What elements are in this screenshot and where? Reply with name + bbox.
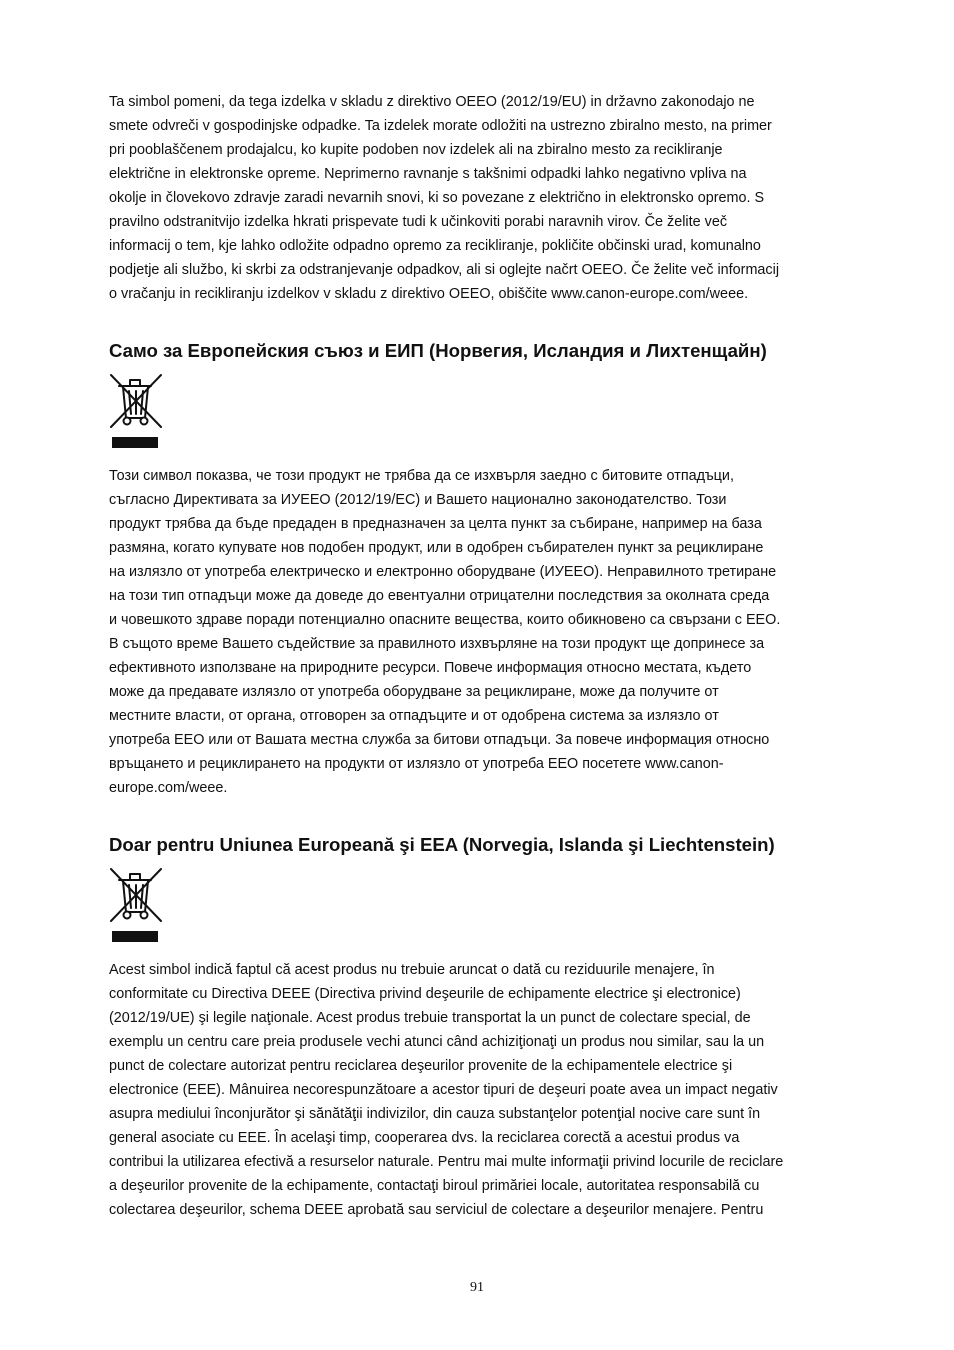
text-line: Този символ показва, че този продукт не трябва да се изхвърля заедно с битовите отпадъци, [109, 468, 734, 484]
text-line: В същото време Вашето съдействие за правилното изхвърляне на този продукт ще допринесе за [109, 636, 765, 652]
section-heading-bulgarian: Само за Европейския съюз и ЕИП (Норвегия, Исландия и Лихтенщайн) [109, 340, 767, 361]
text-line: на излязло от употреба електрическо и електронно оборудване (ИУЕЕО). Неправилното третиране [109, 564, 777, 580]
page-number: 91 [470, 1280, 484, 1295]
text-line: colectarea deşeurilor, schema DEEE aprobată sau serviciul de colectare a deşeurilor menajere. Pentru [109, 1202, 764, 1218]
text-line: conformitate cu Directiva DEEE (Directiva privind deşeurile de echipamente electrice şi electronice) [109, 986, 741, 1002]
text-line: punct de colectare autorizat pentru reciclarea deşeurilor provenite de la echipamentele electrice şi [109, 1058, 733, 1074]
text-line: contribui la utilizarea efectivă a resurselor naturale. Pentru mai multe informaţii privind locurile de reciclare [109, 1154, 784, 1170]
text-line: Ta simbol pomeni, da tega izdelka v skladu z direktivo OEEO (2012/19/EU) in državno zakonodajo ne [109, 94, 755, 110]
weee-crossed-bin-icon [109, 373, 163, 451]
text-line: a deşeurilor provenite de la echipamente, contactaţi biroul primăriei locale, autoritatea responsabilă cu [109, 1178, 760, 1194]
text-line: и човешкото здраве поради потенциално опасните вещества, които обикновено са свързани с ЕЕО. [109, 612, 781, 628]
text-line: informacij o tem, kje lahko odložite odpadno opremo za recikliranje, pokličite občinski urad, komunalno [109, 238, 761, 254]
text-line: general asociate cu EEE. În acelaşi timp, cooperarea dvs. la reciclarea corectă a acestui produs va [109, 1130, 740, 1146]
text-line: asupra mediului înconjurător şi sănătăţii indivizilor, din cauza substanţelor potenţial nocive care sunt în [109, 1106, 761, 1122]
text-line: o vračanju in recikliranju izdelkov v skladu z direktivo OEEO, obiščite www.canon-europe.com/weee. [109, 286, 749, 302]
text-line: връщането и рециклирането на продукти от излязло от употреба ЕЕО посетете www.canon- [109, 756, 724, 772]
text-line: pravilno odstranitvijo izdelka hkrati prispevate tudi k učinkoviti porabi naravnih virov. Če želite več [109, 214, 728, 230]
text-line: exemplu un centru care preia produsele vechi atunci când achiziţionaţi un produs nou similar, sau la un [109, 1034, 765, 1050]
text-line: pri pooblaščenem prodajalcu, ko kupite podoben nov izdelek ali na zbiralno mesto za recikliranje [109, 142, 723, 158]
text-line: употреба ЕЕО или от Вашата местна служба за битови отпадъци. За повече информация относно [109, 732, 770, 748]
text-line: electronice (EEE). Mânuirea necorespunzătoare a acestor tipuri de deşeuri poate avea un impact negativ [109, 1082, 778, 1098]
section-heading-romanian: Doar pentru Uniunea Europeană şi EEA (Norvegia, Islanda şi Liechtenstein) [109, 834, 775, 855]
text-line: podjetje ali službo, ki skrbi za odstranjevanje odpadkov, ali si oglejte načrt OEEO. Če želite več informacij [109, 262, 780, 278]
text-line: Acest simbol indică faptul că acest produs nu trebuie aruncat o dată cu reziduurile menajere, în [109, 962, 715, 978]
weee-crossed-bin-icon [109, 867, 163, 945]
text-line: smete odvreči v gospodinjske odpadke. Ta izdelek morate odložiti na ustrezno zbiralno mesto, na primer [109, 118, 772, 134]
text-line: električne in elektronske opreme. Neprimerno ravnanje s takšnimi odpadki lahko negativno vpliva na [109, 166, 747, 182]
text-line: размяна, когато купувате нов подобен продукт, или в одобрен събирателен пункт за рециклиране [109, 540, 764, 556]
text-line: местните власти, от органа, отговорен за отпадъците и от одобрена система за излязло от [109, 708, 719, 724]
paragraph-bulgarian [109, 464, 869, 800]
paragraph-romanian [109, 958, 869, 1222]
text-line: на този тип отпадъци може да доведе до евентуални отрицателни последствия за околната среда [109, 588, 770, 604]
text-line: съгласно Директивата за ИУЕЕО (2012/19/ЕС) и Вашето национално законодателство. Този [109, 492, 727, 508]
text-line: може да предавате излязло от употреба оборудване за рециклиране, може да получите от [109, 684, 719, 700]
text-line: ефективното използване на природните ресурси. Повече информация относно местата, където [109, 660, 752, 676]
text-line: okolje in človekovo zdravje zaradi nevarnih snovi, ki so povezane z električno in elektronsko opremo. S [109, 190, 765, 206]
text-line: europe.com/weee. [109, 780, 228, 796]
paragraph-slovenian [109, 90, 869, 306]
text-line: продукт трябва да бъде предаден в предназначен за целта пункт за събиране, например на база [109, 516, 762, 532]
text-line: (2012/19/UE) şi legile naţionale. Acest produs trebuie transportat la un punct de colectare special, de [109, 1010, 751, 1026]
